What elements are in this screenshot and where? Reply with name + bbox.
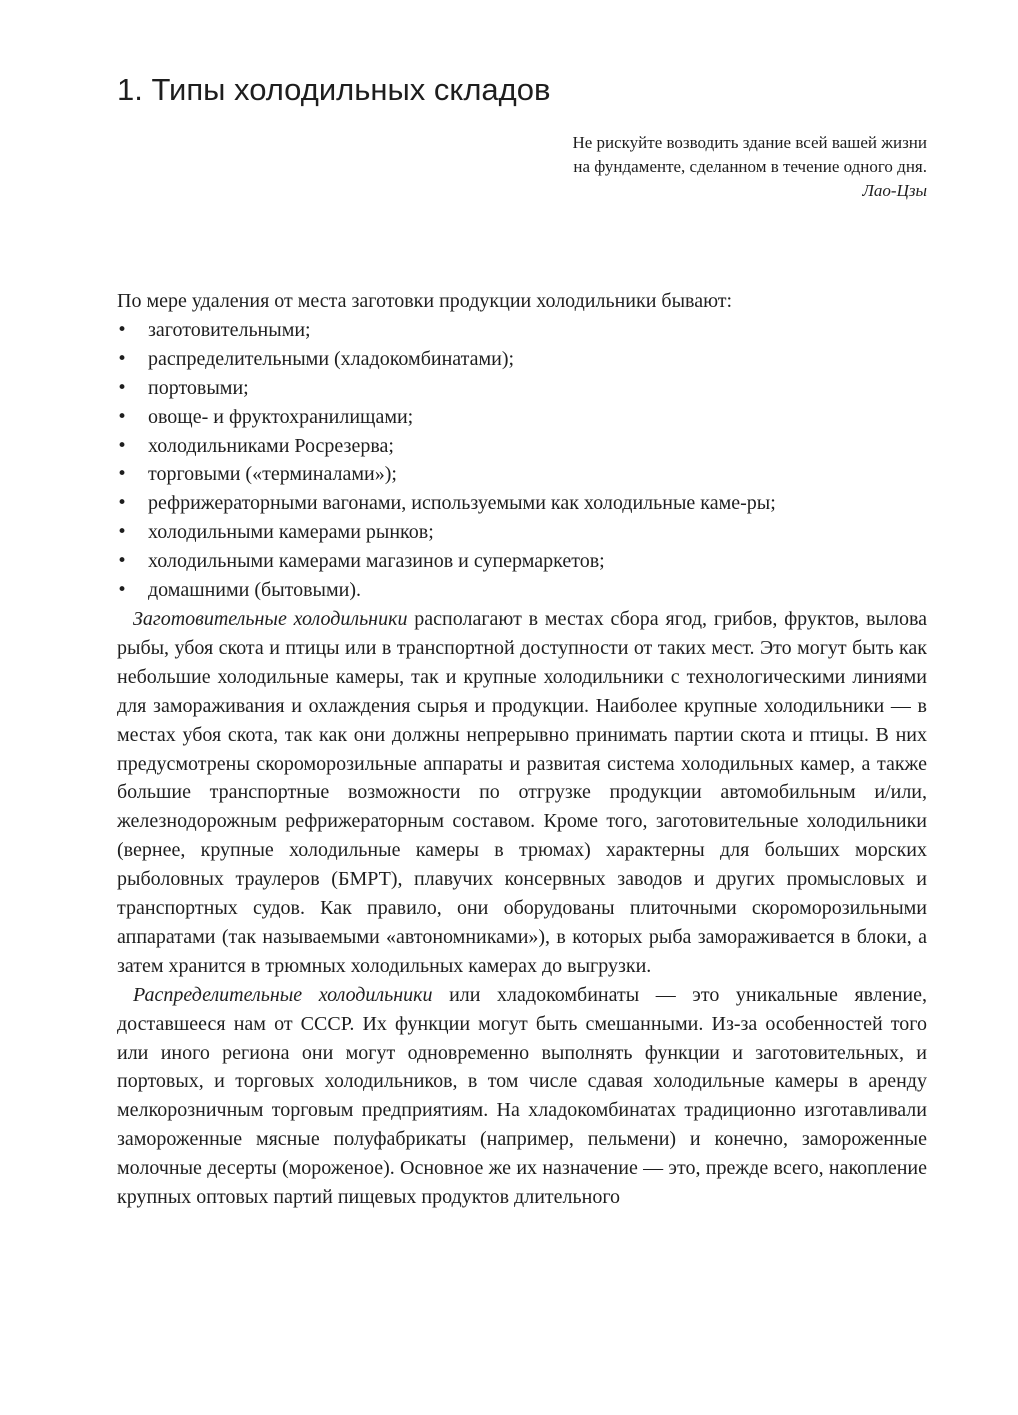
- bullet-icon: •: [117, 522, 128, 543]
- bullet-icon: •: [117, 435, 128, 456]
- bullet-icon: •: [117, 377, 128, 398]
- epigraph: [572, 131, 927, 203]
- bullet-icon: •: [117, 319, 128, 340]
- list-item: [117, 432, 927, 461]
- list-item: [117, 374, 927, 403]
- list-item: [117, 489, 927, 518]
- intro-paragraph: По мере удаления от места заготовки продукции холодильники бывают:: [117, 290, 733, 312]
- list-item: [117, 316, 927, 345]
- list-item-text: овоще- и фруктохранилищами;: [148, 405, 414, 428]
- list-item-text: торговыми («терминалами»);: [148, 463, 397, 486]
- list-item-text: заготовительными;: [148, 318, 311, 341]
- bullet-icon: •: [117, 406, 128, 427]
- bullet-icon: •: [117, 493, 128, 514]
- paragraph-text: или хладокомбинаты — это уникальные явление, доставшееся нам от СССР. Их функции могут быть смешанными. Из-за особенностей того или иного региона они могут одновременно выполнять функции и заготовительных, и портовых, и торговых холодильников, в том числе сдавая холодильные камеры в аренду мелкорозничным торговым предприятиям. На хладокомбинатах традиционно изготавливали замороженные мясные полуфабрикаты (например, пельмени) и конечно, замороженные молочные десерты (мороженое). Основное же их назначение — это, прежде всего, накопление крупных оптовых партий пищевых продуктов длительного: [117, 983, 927, 1209]
- list-item-text: холодильниками Росрезерва;: [148, 434, 394, 457]
- paragraph-procurement-refrigerators: [117, 605, 927, 981]
- bullet-icon: •: [117, 551, 128, 572]
- list-item: [117, 345, 927, 374]
- epigraph-line-2: на фундаменте, сделанном в течение одного дня.: [573, 157, 927, 176]
- bullet-icon: •: [117, 580, 128, 601]
- list-item: [117, 547, 927, 576]
- list-item-text: распределительными (хладокомбинатами);: [148, 347, 515, 370]
- list-item: [117, 518, 927, 547]
- list-item-text: портовыми;: [148, 376, 249, 399]
- bullet-list: [117, 316, 927, 605]
- list-item-text: домашними (бытовыми).: [148, 579, 362, 602]
- paragraph-lead-term: Заготовительные холодильники: [133, 607, 408, 630]
- list-item: [117, 403, 927, 432]
- list-item: [117, 576, 927, 605]
- bullet-icon: •: [117, 348, 128, 369]
- list-item-text: рефрижераторными вагонами, используемыми как холодильные каме-ры;: [148, 492, 776, 515]
- body-text: [117, 287, 927, 1212]
- epigraph-author: Лао-Цзы: [862, 181, 927, 200]
- list-item: [117, 460, 927, 489]
- paragraph-lead-term: Распределительные холодильники: [133, 983, 433, 1006]
- list-item-text: холодильными камерами магазинов и супермаркетов;: [148, 550, 605, 573]
- bullet-icon: •: [117, 464, 128, 485]
- paragraph-distribution-refrigerators: [117, 981, 927, 1212]
- page-title: 1. Типы холодильных складов: [117, 72, 551, 107]
- list-item-text: холодильными камерами рынков;: [148, 521, 434, 544]
- epigraph-line-1: Не рискуйте возводить здание всей вашей жизни: [572, 133, 927, 152]
- paragraph-text: располагают в местах сбора ягод, грибов, фруктов, вылова рыбы, убоя скота и птицы или в транспортной доступности от таких мест. Это могут быть как небольшие холодильные камеры, так и крупные холодильники с технологическими линиями для замораживания и охлаждения сырья и продукции. Наиболее крупные холодильники — в местах убоя скота, так как они должны непрерывно принимать партии скота и птицы. В них предусмотрены скороморозильные аппараты и развитая система холодильных камер, а также большие транспортные возможности по отгрузке продукции автомобильным и/или, железнодорожным рефрижераторным составом. Кроме того, заготовительные холодильники (вернее, крупные холодильные камеры в трюмах) характерны для больших морских рыболовных траулеров (БМРТ), плавучих консервных заводов и других промысловых и транспортных судов. Как правило, они оборудованы плиточными скороморозильными аппаратами (так называемыми «автономниками»), в которых рыба замораживается в блоки, а затем хранится в трюмных холодильных камерах до выгрузки.: [117, 607, 928, 977]
